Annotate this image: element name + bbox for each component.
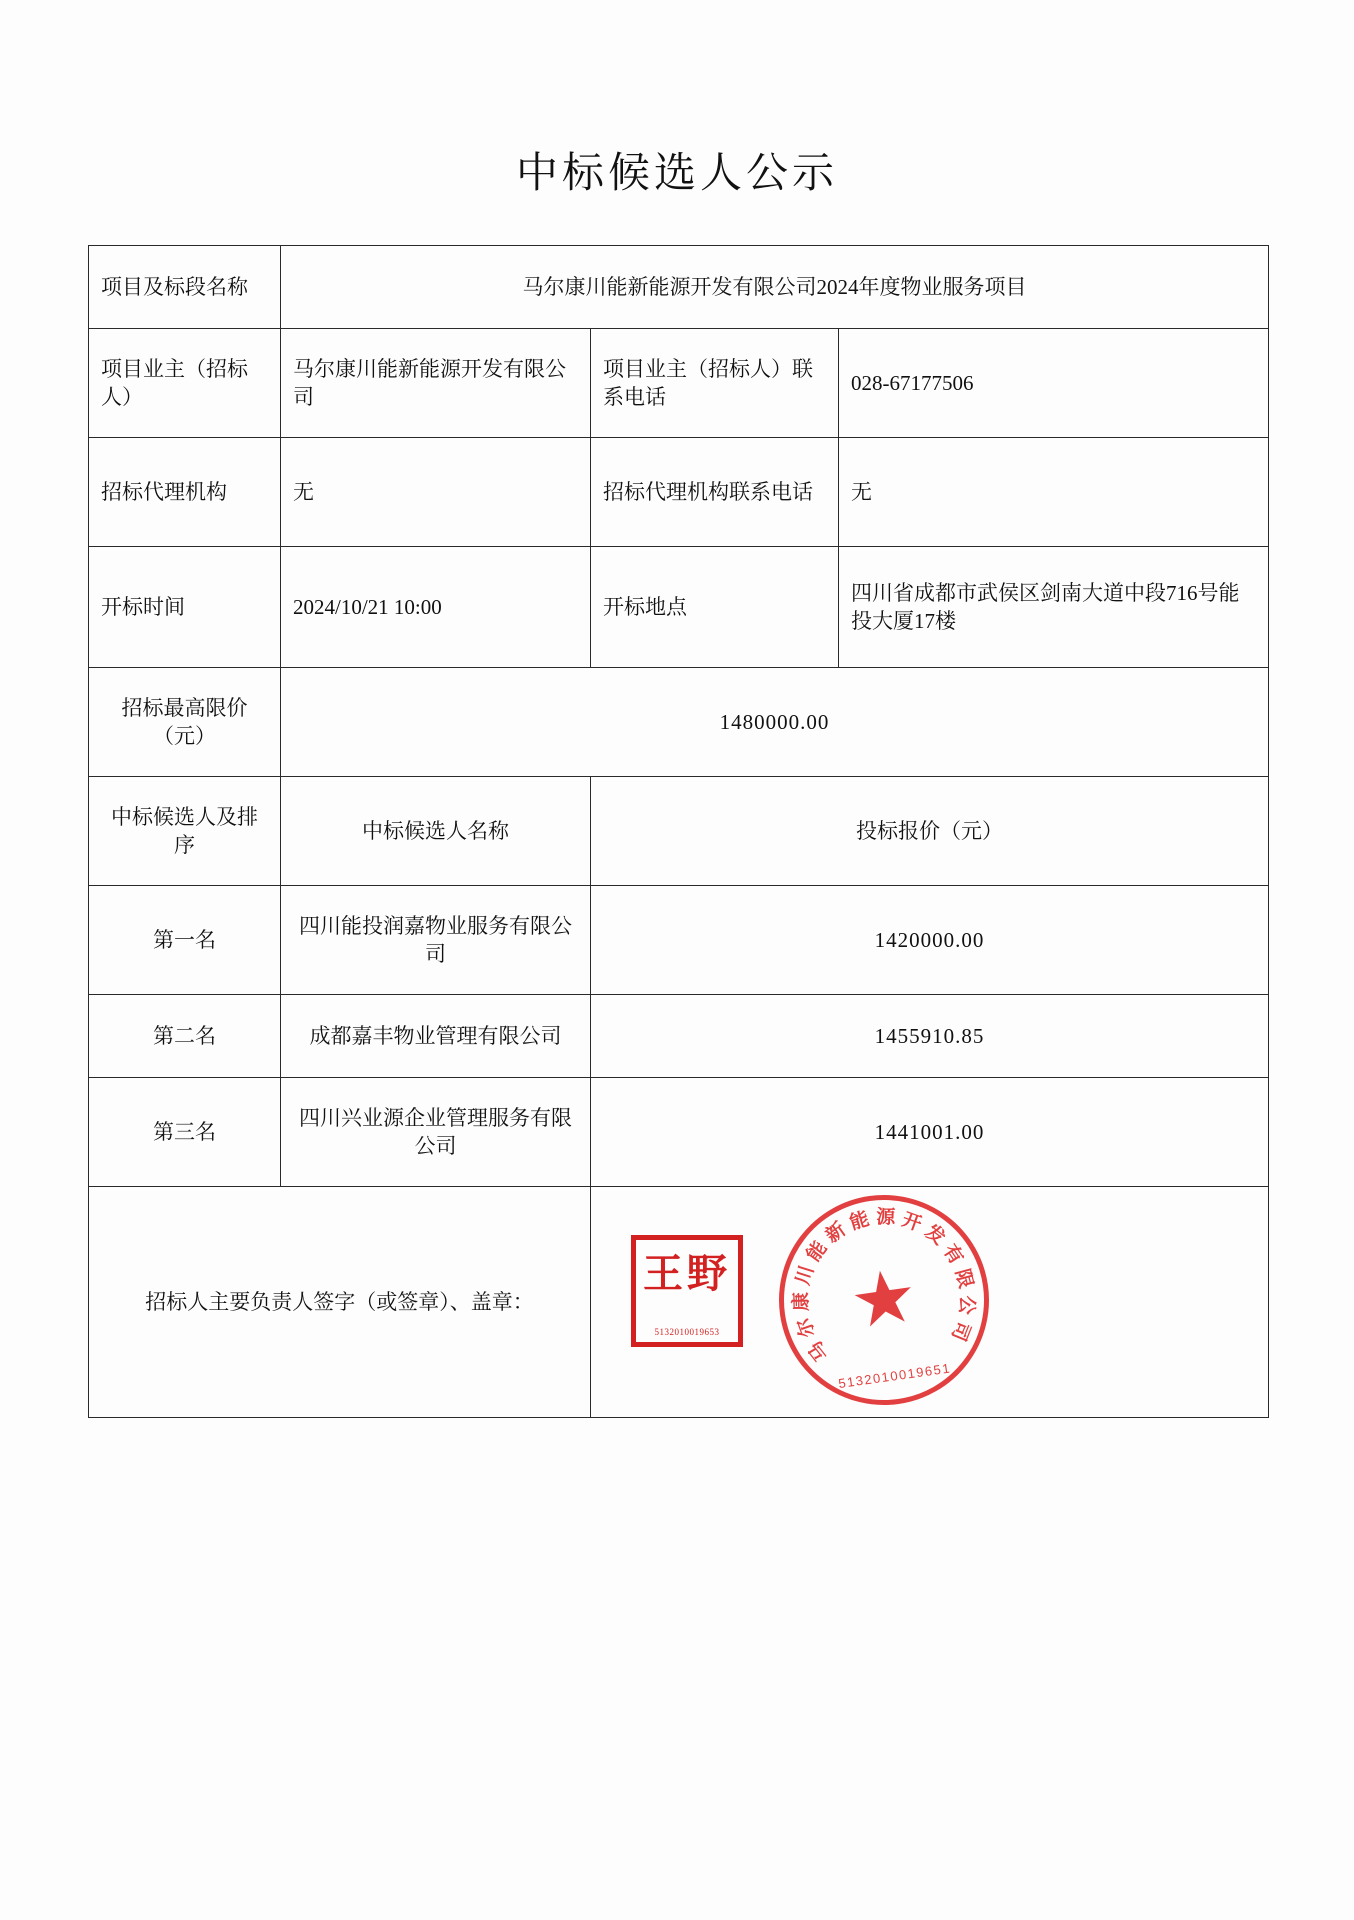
owner-phone-value: 028-67177506 bbox=[839, 329, 1269, 438]
max-price-label: 招标最高限价（元） bbox=[89, 668, 281, 777]
owner-label: 项目业主（招标人） bbox=[89, 329, 281, 438]
signature-seal bbox=[631, 1235, 743, 1347]
candidate-price: 1420000.00 bbox=[591, 886, 1269, 995]
agency-phone-label: 招标代理机构联系电话 bbox=[591, 438, 839, 547]
table-row-agency bbox=[89, 438, 1269, 547]
candidate-price: 1455910.85 bbox=[591, 995, 1269, 1078]
agency-label: 招标代理机构 bbox=[89, 438, 281, 547]
candidate-name-header: 中标候选人名称 bbox=[281, 777, 591, 886]
open-place-label: 开标地点 bbox=[591, 547, 839, 668]
candidate-rank: 第一名 bbox=[89, 886, 281, 995]
table-row-max-price bbox=[89, 668, 1269, 777]
signature-label: 招标人主要负责人签字（或签章）、盖章： bbox=[89, 1187, 591, 1418]
agency-phone-value: 无 bbox=[839, 438, 1269, 547]
table-row-project-name bbox=[89, 246, 1269, 329]
agency-value: 无 bbox=[281, 438, 591, 547]
candidate-rank: 第三名 bbox=[89, 1078, 281, 1187]
announcement-table bbox=[88, 245, 1269, 1418]
owner-phone-label: 项目业主（招标人）联系电话 bbox=[591, 329, 839, 438]
candidate-name: 四川兴业源企业管理服务有限公司 bbox=[281, 1078, 591, 1187]
open-time-label: 开标时间 bbox=[89, 547, 281, 668]
project-name-label: 项目及标段名称 bbox=[89, 246, 281, 329]
table-row-owner bbox=[89, 329, 1269, 438]
company-stamp-digits: 5132010019651 bbox=[837, 1360, 952, 1392]
table-row bbox=[89, 995, 1269, 1078]
open-time-value: 2024/10/21 10:00 bbox=[281, 547, 591, 668]
candidate-name: 四川能投润嘉物业服务有限公司 bbox=[281, 886, 591, 995]
candidate-rank: 第二名 bbox=[89, 995, 281, 1078]
table-row-signature bbox=[89, 1187, 1269, 1418]
max-price-value: 1480000.00 bbox=[281, 668, 1269, 777]
candidate-rank-header: 中标候选人及排序 bbox=[89, 777, 281, 886]
owner-value: 马尔康川能新能源开发有限公司 bbox=[281, 329, 591, 438]
stamp-area bbox=[591, 1187, 1269, 1418]
signature-seal-text: 王野 bbox=[643, 1251, 731, 1296]
table-row bbox=[89, 886, 1269, 995]
table-row-candidates-header bbox=[89, 777, 1269, 886]
table-row-open-time bbox=[89, 547, 1269, 668]
open-place-value: 四川省成都市武侯区剑南大道中段716号能投大厦17楼 bbox=[839, 547, 1269, 668]
signature-seal-digits: 5132010019653 bbox=[654, 1326, 720, 1337]
page-title: 中标候选人公示 bbox=[515, 149, 838, 196]
company-stamp-arc-text: 马 尔 康 川 能 新 能 源 开 发 有 限 公 司 bbox=[791, 1206, 978, 1365]
candidate-name: 成都嘉丰物业管理有限公司 bbox=[281, 995, 591, 1078]
candidate-price: 1441001.00 bbox=[591, 1078, 1269, 1187]
table-row bbox=[89, 1078, 1269, 1187]
company-round-stamp: 马 尔 康 川 能 新 能 源 开 发 有 限 公 司 ★ 5132010019651 bbox=[765, 1181, 1002, 1418]
project-name-value: 马尔康川能新能源开发有限公司2024年度物业服务项目 bbox=[281, 246, 1269, 329]
bid-price-header: 投标报价（元） bbox=[591, 777, 1269, 886]
